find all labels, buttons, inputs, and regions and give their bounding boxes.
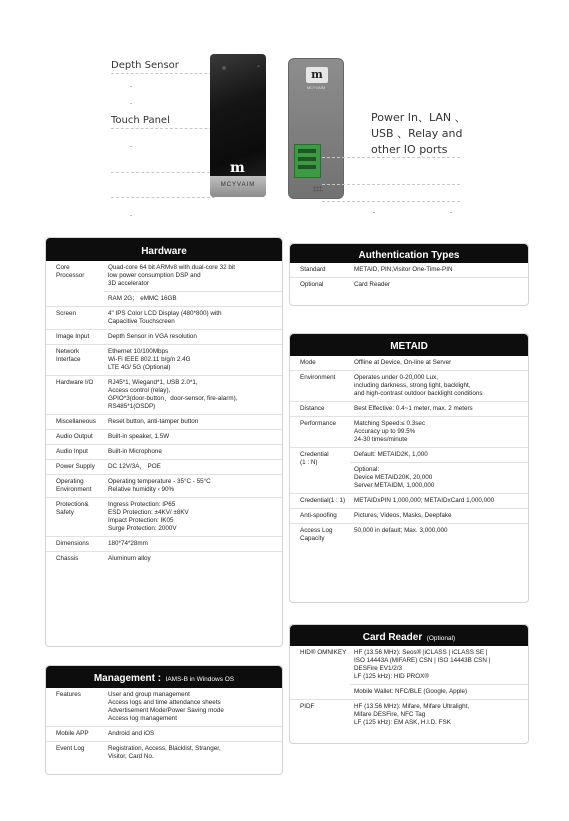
row-value — [350, 700, 528, 730]
value-group: Reset button, anti-tamper button — [108, 418, 199, 425]
row-value — [350, 417, 528, 447]
row-value — [104, 376, 282, 414]
value-group: HF (13.56 MHz): Seos® |iCLASS | iCLASS SE | ISO 14443A (MIFARE) CSN | ISO 14443B CSN | DESFire EV1/2/3 LF (125 kHz): HID PROX® — [354, 649, 491, 680]
row-label: Standard — [300, 266, 326, 273]
row-value — [350, 646, 528, 699]
row-label: Event Log — [56, 745, 85, 752]
table-row — [46, 444, 282, 459]
value-group: Ethernet 10/100Mbps Wi-Fi IEEE 802.11 b/g/n 2.4G LTE 4G/ 5G (Optional) — [108, 348, 191, 371]
table-row — [46, 474, 282, 497]
table-row — [290, 416, 528, 447]
value-group: Mobile Wallet: NFC/BLE (Google, Apple) — [350, 684, 528, 696]
table-row — [46, 306, 282, 329]
value-group: Ingress Protection: IP65 ESD Protection: ±4KV/ ±8KV Impact Protection: IK05 Surge Protection: 2000V — [108, 501, 189, 532]
row-value — [104, 537, 282, 551]
value-group: Operates under 0-20,000 Lux, including darkness, strong light, backlight, and high-contrast outdoor backlight conditions — [354, 374, 483, 397]
management-subtitle: IAMS-B in Windows OS — [165, 676, 235, 683]
table-row — [290, 447, 528, 493]
row-value — [104, 460, 282, 474]
table-row — [290, 699, 528, 730]
row-label: Network Interface — [56, 348, 81, 363]
value-group: METAIDxPIN 1,000,000; METAIDxCard 1,000,000 — [354, 497, 495, 504]
value-group: Offline at Device, On-line at Server — [354, 359, 452, 366]
row-label: Dimensions — [56, 540, 89, 547]
card-reader-header — [290, 625, 528, 646]
row-label: Core Processor — [56, 264, 85, 279]
row-label: Performance — [300, 420, 337, 427]
table-row — [46, 344, 282, 375]
row-label: Operating Environment — [56, 478, 92, 493]
row-label: Environment — [300, 374, 336, 381]
row-label: Image Input — [56, 333, 90, 340]
table-row — [290, 356, 528, 370]
auth-title: Authentication Types — [358, 250, 460, 261]
row-value — [104, 498, 282, 536]
row-label: Mobile APP — [56, 730, 89, 737]
row-label: Mode — [300, 359, 316, 366]
card-reader-subtitle: (Optional) — [426, 635, 456, 642]
table-row — [290, 508, 528, 523]
row-value — [350, 371, 528, 401]
row-value — [104, 430, 282, 444]
value-group: Built-in speaker, 1.5W — [108, 433, 170, 440]
depth-sensor-callout: Depth Sensor — [111, 60, 179, 71]
table-row — [46, 497, 282, 536]
row-value — [350, 263, 528, 277]
device-back-view: m MCYVAIM — [288, 58, 344, 199]
io-port-board — [294, 144, 321, 178]
row-value — [104, 261, 282, 306]
row-label: Hardware I/O — [56, 379, 94, 386]
card-reader-title: Card Reader — [362, 632, 423, 643]
row-value — [350, 448, 528, 493]
value-group: Operating temperature - 35°C - 55°C Relative humidity ‹ 90% — [108, 478, 211, 493]
row-label: PIDF — [300, 703, 315, 710]
table-row — [46, 261, 282, 306]
management-title: Management : — [93, 673, 162, 684]
table-row — [46, 414, 282, 429]
row-label: Power Supply — [56, 463, 95, 470]
table-row — [290, 263, 528, 277]
row-label: Screen — [56, 310, 76, 317]
value-group: METAID, PIN,Visitor One-Time-PIN — [354, 266, 453, 273]
value-group: 180*74*28mm — [108, 540, 148, 547]
table-row — [290, 523, 528, 546]
row-label: Chassis — [56, 555, 79, 562]
row-value — [104, 345, 282, 375]
table-row — [290, 493, 528, 508]
row-label: Access Log Capacity — [300, 527, 333, 542]
row-label: Credential(1 : 1) — [300, 497, 346, 504]
row-value — [104, 552, 282, 566]
value-group: User and group management Access logs and time attendance sheets Advertisement Mode/Power Saving mode Access log management — [108, 691, 224, 722]
table-row — [46, 329, 282, 344]
row-label: Distance — [300, 405, 325, 412]
hardware-header — [46, 238, 282, 261]
row-label: Optional — [300, 281, 324, 288]
device-base — [210, 176, 266, 197]
brand-logo-icon: m — [230, 160, 245, 176]
row-value — [104, 330, 282, 344]
device-front-view: ▪▪▪ m — [210, 54, 266, 197]
management-table — [45, 665, 283, 775]
row-label: HID® OMNIKEY — [300, 649, 347, 656]
table-row — [290, 370, 528, 401]
brand-logo-icon: m — [306, 67, 328, 83]
value-group: Quad-core 64 bit ARMv8 with dual-core 32 bit low power consumption DSP and 3D accelerator — [108, 264, 236, 287]
row-label: Protection& Safety — [56, 501, 89, 516]
row-label: Miscellaneous — [56, 418, 96, 425]
row-value — [104, 307, 282, 329]
value-group: Best Effective: 0.4~1 meter, max. 2 meters — [354, 405, 473, 412]
auth-header — [290, 244, 528, 263]
value-group: Optional: Device METAID20K, 20,000 Server METAIDM, 1,000,000 — [350, 462, 528, 490]
row-label: Credential (1 : N) — [300, 451, 329, 466]
row-value — [104, 445, 282, 459]
table-row — [290, 277, 528, 292]
device-brand-label: MCYVAIM — [220, 182, 256, 188]
value-group: Aluminum alloy — [108, 555, 151, 562]
row-value — [104, 742, 282, 764]
value-group: DC 12V/3A， POE — [108, 463, 161, 470]
table-row — [46, 551, 282, 566]
table-row — [46, 741, 282, 764]
metaid-title: METAID — [390, 341, 428, 352]
speaker-grille — [313, 186, 323, 192]
row-value — [350, 278, 528, 292]
depth-sensor-lens — [222, 66, 226, 70]
authentication-types-table — [289, 243, 529, 306]
value-group: Default: METAID2K, 1,000 — [354, 451, 428, 458]
value-group: 4" IPS Color LCD Display (480*800) with Capacitive Touchscreen — [108, 310, 222, 325]
row-value — [350, 356, 528, 370]
row-value — [350, 509, 528, 523]
row-label: Audio Input — [56, 448, 88, 455]
row-value — [104, 415, 282, 429]
table-row — [290, 646, 528, 699]
value-group: Pictures, Videos, Masks, Deepfake — [354, 512, 452, 519]
touch-panel-callout: Touch Panel — [111, 115, 170, 126]
metaid-table — [289, 333, 529, 603]
value-group: Android and iOS — [108, 730, 155, 737]
row-value — [104, 727, 282, 741]
table-row — [290, 401, 528, 416]
value-group: Depth Sensor in VGA resolution — [108, 333, 197, 340]
value-group: Built-in Microphone — [108, 448, 162, 455]
table-row — [46, 688, 282, 726]
value-group: RJ45*1, Wiegand*1, USB 2.0*1, Access control (relay), GPIO*3(door-button、door-sensor, fire-alarm), RS485*1(OSDP) — [108, 379, 238, 410]
row-value — [104, 688, 282, 726]
value-group: HF (13.56 MHz): Mifare, Mifare Ultralight, Mifare DESFire, NFC Tag LF (125 kHz): EM ASK, H.I.D. FSK — [354, 703, 470, 726]
ports-callout: Power In、LAN 、 USB 、Relay and other IO ports — [371, 111, 466, 156]
row-value — [350, 524, 528, 546]
row-value — [350, 494, 528, 508]
management-header — [46, 666, 282, 688]
hardware-title: Hardware — [141, 246, 187, 257]
value-group: Card Reader — [354, 281, 391, 288]
value-group: Registration, Access, Blacklist, Stranger, Visitor, Card No. — [108, 745, 221, 760]
table-row — [46, 429, 282, 444]
table-row — [46, 375, 282, 414]
row-value — [104, 475, 282, 497]
card-reader-table — [289, 624, 529, 744]
row-value — [350, 402, 528, 416]
table-row — [46, 536, 282, 551]
row-label: Audio Output — [56, 433, 93, 440]
row-label: Features — [56, 691, 81, 698]
value-group: RAM 2G； eMMC 16GB — [104, 291, 282, 303]
hardware-table — [45, 237, 283, 647]
value-group: 50,000 in default; Max. 3,000,000 — [354, 527, 448, 534]
table-row — [46, 459, 282, 474]
row-label: Anti-spoofing — [300, 512, 337, 519]
table-row — [46, 726, 282, 741]
metaid-header — [290, 334, 528, 356]
value-group: Matching Speed:≤ 0.3sec Accuracy up to 99.5% 24-30 times/minute — [354, 420, 426, 443]
